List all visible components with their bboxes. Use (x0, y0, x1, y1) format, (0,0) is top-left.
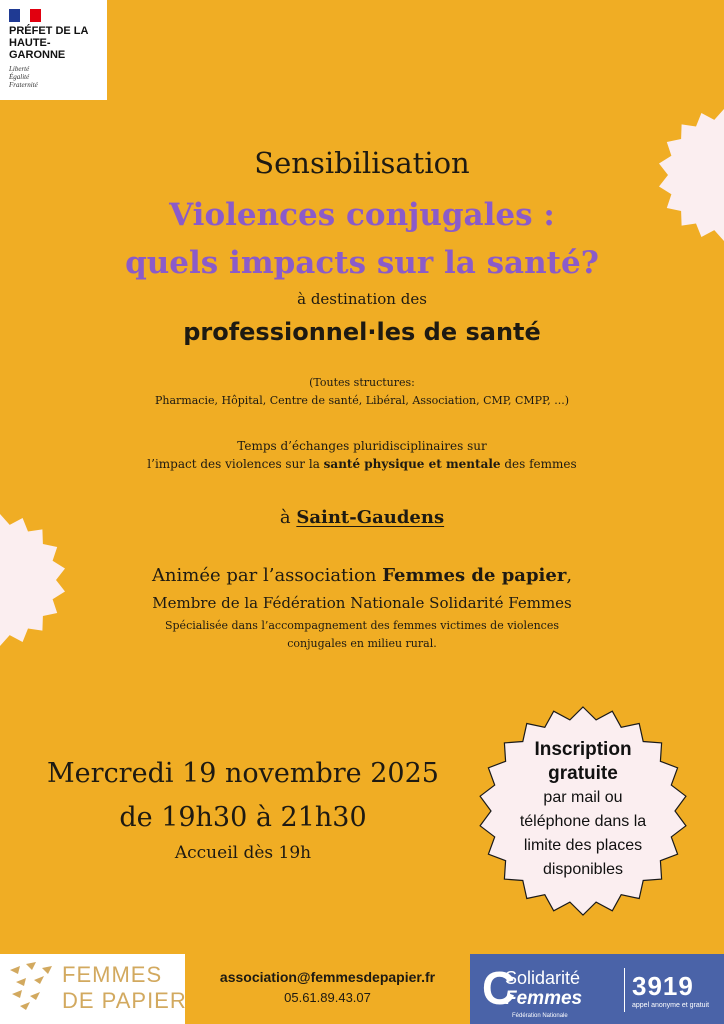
sf-name-line2: Femmes (505, 988, 583, 1009)
event-welcome: Accueil dès 19h (174, 843, 312, 863)
host-specialty: Spécialisée dans l’accompagnement des femmes victimes de violences conjugales en milieu rural. (164, 619, 559, 650)
prefecture-motto: Liberté Égalité Fraternité (9, 65, 38, 89)
federation-membership: Membre de la Fédération Nationale Solidarité Femmes (152, 594, 572, 612)
paper-birds-icon (6, 960, 58, 1018)
hotline-number[interactable]: 3919 (632, 971, 694, 1001)
exchange-text: Temps d’échanges pluridisciplinaires sur l’impact des violences sur la santé physique et mentale des femmes (147, 439, 577, 471)
structures-text: (Toutes structures: Pharmacie, Hôpital, Centre de santé, Libéral, Association, CMP, CMPP, ...) (155, 376, 569, 407)
hotline-subtitle: appel anonyme et gratuit (632, 1002, 710, 1009)
audience-professionals: professionnel·les de santé (183, 318, 541, 346)
footer-separator (624, 968, 625, 1012)
contact-info (190, 966, 465, 1008)
event-time: de 19h30 à 21h30 (119, 802, 367, 833)
solidarite-femmes-logo-icon: C (482, 962, 516, 1014)
french-flag-icon (9, 9, 41, 22)
prefecture-name: PRÉFET DE LA HAUTE-GARONNE (9, 25, 89, 61)
location: à Saint-Gaudens (279, 507, 445, 528)
title-impacts: quels impacts sur la santé? (125, 245, 599, 281)
audience-intro: à destination des (297, 290, 427, 308)
title-violences: Violences conjugales : (169, 197, 555, 233)
sf-subtitle: Fédération Nationale (512, 1013, 568, 1019)
contact-email[interactable]: association@femmesdepapier.fr (219, 969, 436, 985)
location-city: Saint-Gaudens (296, 507, 445, 528)
registration-text: Inscription gratuite par mail ou téléphone dans la limite des places disponibles (519, 739, 647, 878)
event-date: Mercredi 19 novembre 2025 (47, 758, 439, 789)
title-sensibilisation: Sensibilisation (254, 146, 470, 180)
femmes-de-papier-logo: FEMMES DE PAPIER (62, 962, 187, 1013)
host-line: Animée par l’association Femmes de papier, (151, 565, 573, 586)
sf-name-line1: Solidarité (505, 968, 581, 988)
contact-phone[interactable]: 05.61.89.43.07 (284, 990, 371, 1005)
